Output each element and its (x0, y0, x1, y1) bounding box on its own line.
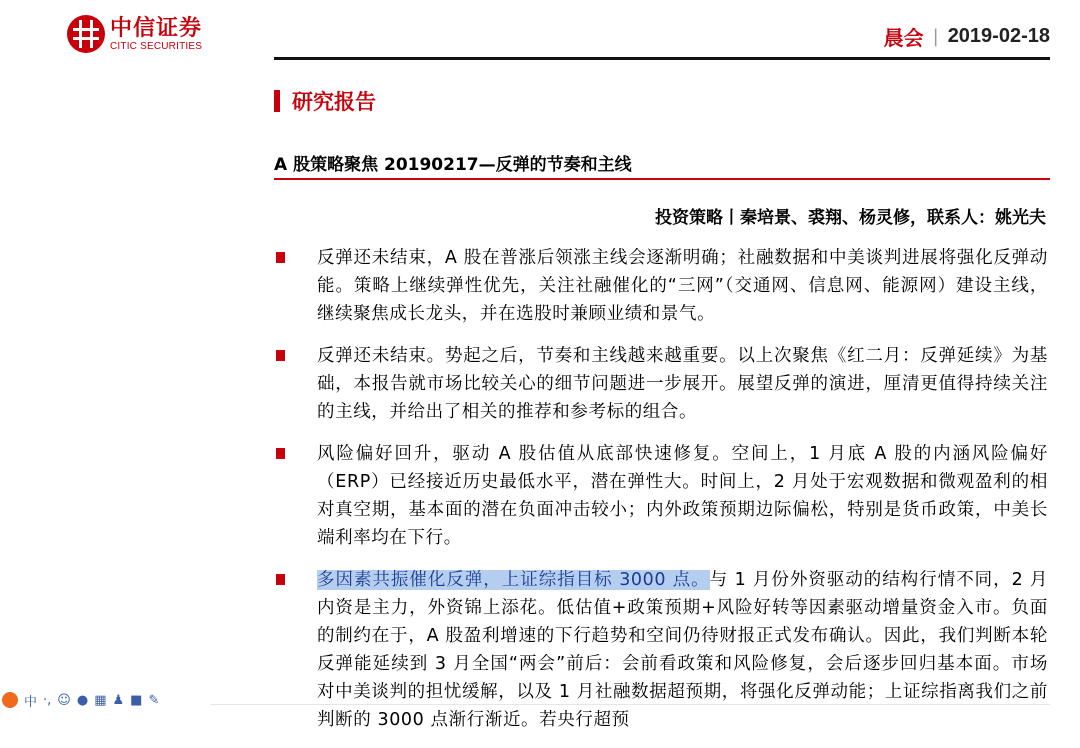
citic-logo (66, 14, 202, 54)
list-item (274, 566, 1048, 734)
section-title: 研究报告 (292, 90, 376, 114)
header-date: 2019-02-18 (947, 25, 1050, 47)
wrench-icon[interactable]: ✎ (148, 692, 160, 708)
bullet-marker (276, 574, 285, 585)
bullet-text: 风险偏好回升，驱动 A 股估值从底部快速修复。空间上，1 月底 A 股的内涵风险偏好（ERP）已经接近历史最低水平，潜在弹性大。时间上，2 月处于宏观数据和微观盈利的相对真空期，基本面的潜在负面冲击较小；内外政策预期边际偏松，特别是货币政策，中美长端利率均在下行。 (317, 444, 1048, 548)
zh-icon[interactable]: 中 (24, 694, 38, 710)
citic-logo-mark-icon (66, 14, 106, 54)
person-icon[interactable]: ♟ (112, 692, 125, 708)
list-item (274, 342, 1048, 426)
bullet-text-with-selection[interactable] (317, 566, 1048, 734)
section-heading (274, 86, 376, 116)
mic-icon[interactable]: ● (76, 692, 89, 708)
header-category: 晨会 (883, 26, 924, 50)
bullet-marker (276, 252, 285, 263)
shirt-icon[interactable]: ■ (130, 692, 143, 708)
bullet-marker (276, 350, 285, 361)
title-divider (274, 178, 1050, 180)
bullet-marker (276, 448, 285, 459)
smile-icon[interactable]: ☺ (57, 692, 71, 708)
bullet-text: 反弹还未结束，A 股在普涨后领涨主线会逐渐明确；社融数据和中美谈判进展将强化反弹动能。策略上继续弹性优先，关注社融催化的“三网”（交通网、信息网、能源网）建设主线，继续聚焦成长龙头，并在选股时兼顾业绩和景气。 (317, 248, 1048, 324)
selected-text[interactable]: 多因素共振催化反弹，上证综指目标 3000 点。 (317, 570, 710, 590)
summary-list (274, 244, 1048, 748)
section-marker (274, 90, 280, 112)
report-title: A 股策略聚焦 20190217—反弹的节奏和主线 (274, 155, 632, 175)
list-item (274, 440, 1048, 552)
header-meta (884, 22, 1050, 51)
list-item (274, 244, 1048, 328)
sogou-icon[interactable] (2, 692, 18, 708)
keyboard-icon[interactable]: ▦ (94, 692, 107, 708)
page-bottom-line (210, 704, 1050, 705)
ime-toolbar[interactable] (0, 690, 202, 710)
logo-chinese-name: 中信证券 (110, 14, 203, 41)
dot-icon[interactable]: ·, (43, 692, 52, 708)
logo-english-name: CITIC SECURITIES (110, 40, 203, 52)
report-authors: 投资策略丨秦培景、裘翔、杨灵修，联系人：姚光夫 (655, 208, 1046, 228)
bullet-text: 反弹还未结束。势起之后，节奏和主线越来越重要。以上次聚焦《红二月：反弹延续》为基础，本报告就市场比较关心的细节问题进一步展开。展望反弹的演进，厘清更值得持续关注的主线，并给出了相关的推荐和参考标的组合。 (317, 346, 1048, 422)
bullet-text: 与 1 月份外资驱动的结构行情不同，2 月内资是主力，外资锦上添花。低估值+政策预期+风险好转等因素驱动增量资金入市。负面的制约在于，A 股盈利增速的下行趋势和空间仍待财报正式发布确认。因此，我们判断本轮反弹能延续到 3 月全国“两会”前后：会前看政策和风险修复，会后逐步回归基本面。市场对中美谈判的担忧缓解，以及 1 月社融数据超预期，将强化反弹动能；上证综指离我们之前判断的 3000 点渐行渐近。若央行超预 (317, 570, 1049, 730)
header-divider (274, 57, 1050, 60)
header-separator: | (932, 26, 939, 47)
